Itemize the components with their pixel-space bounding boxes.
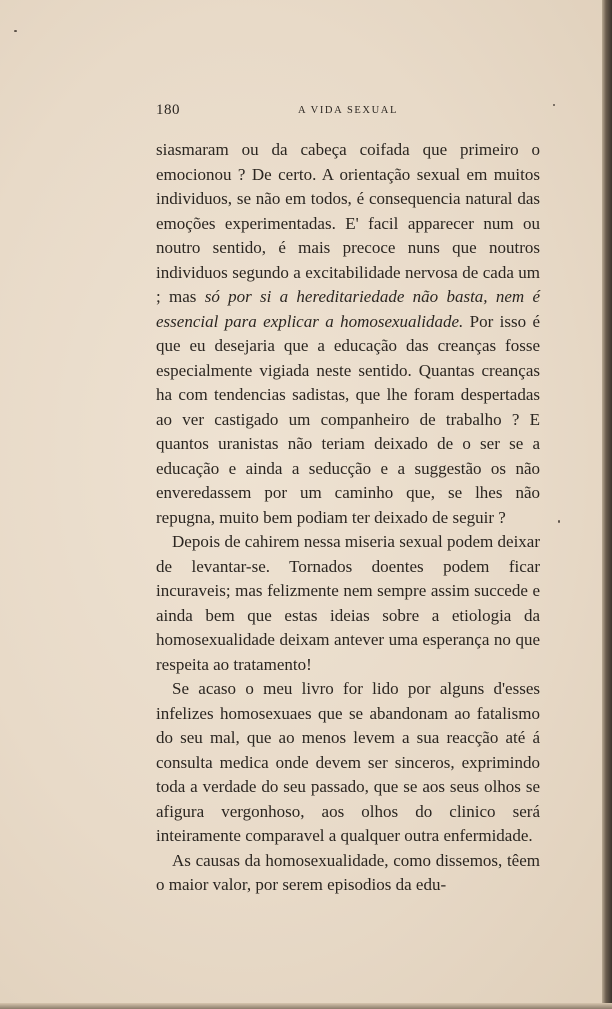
page-number: 180 <box>156 102 180 118</box>
running-title: A VIDA SEXUAL <box>298 105 398 116</box>
paragraph-1-text-b: Por isso é que eu desejaria que a educação das creanças fosse especialmente vigiada neste sentido. Quantas creanças ha com tendencias sadistas, que lhe foram despertadas ao ver castigado um companheiro de trabalho ? E quantos uranistas não teriam deixado de o ser se a educação e ainda a seducção e a suggestão os não enveredassem por um caminho que, se lhes não repugna, muito bem podiam ter deixado de seguir ? <box>156 311 540 527</box>
paper-speck <box>553 104 555 106</box>
paragraph-1-text-a: siasmaram ou da cabeça coifada que primeiro o emocionou ? De certo. A orientação sexual em muitos individuos, se não em todos, é consequencia natural das emoções experimentadas. E' facil apparecer num ou noutro sentido, é mais precoce nuns que noutros individuos segundo a excitabilidade nervosa de cada um ; mas <box>156 140 540 306</box>
paragraph-2: Depois de cahirem nessa miseria sexual podem deixar de levantar-se. Tornados doentes podem ficar incuraveis; mas felizmente nem sempre assim succede e ainda bem que estas ideias sobre a etiologia da homosexualidade deixam antever uma esperança no que respeita ao tratamento! <box>156 532 540 674</box>
paper-speck <box>558 520 560 523</box>
paragraph-3: Se acaso o meu livro for lido por alguns d'esses infelizes homosexuaes que se abandonam ao fatalismo do seu mal, que ao menos levem a sua reacção até á consulta medica onde devem ser sinceros, exprimindo toda a verdade do seu passado, que se aos seus olhos se afigura vergonhoso, aos olhos do clinico será inteiramente comparavel a qualquer outra enfermidade. <box>156 679 540 845</box>
paragraph-1-italic-text: só por si a hereditariedade não basta, nem é essencial para explicar a homosexualidade. <box>156 287 541 331</box>
body-text <box>156 138 540 898</box>
paragraph-1 <box>156 138 540 530</box>
page-header <box>156 102 540 122</box>
page-bottom-edge <box>0 1003 612 1009</box>
book-spine-edge <box>602 0 612 1009</box>
paper-speck <box>14 30 17 32</box>
paragraph-4: As causas da homosexualidade, como dissemos, têem o maior valor, por serem episodios da edu- <box>156 850 540 894</box>
